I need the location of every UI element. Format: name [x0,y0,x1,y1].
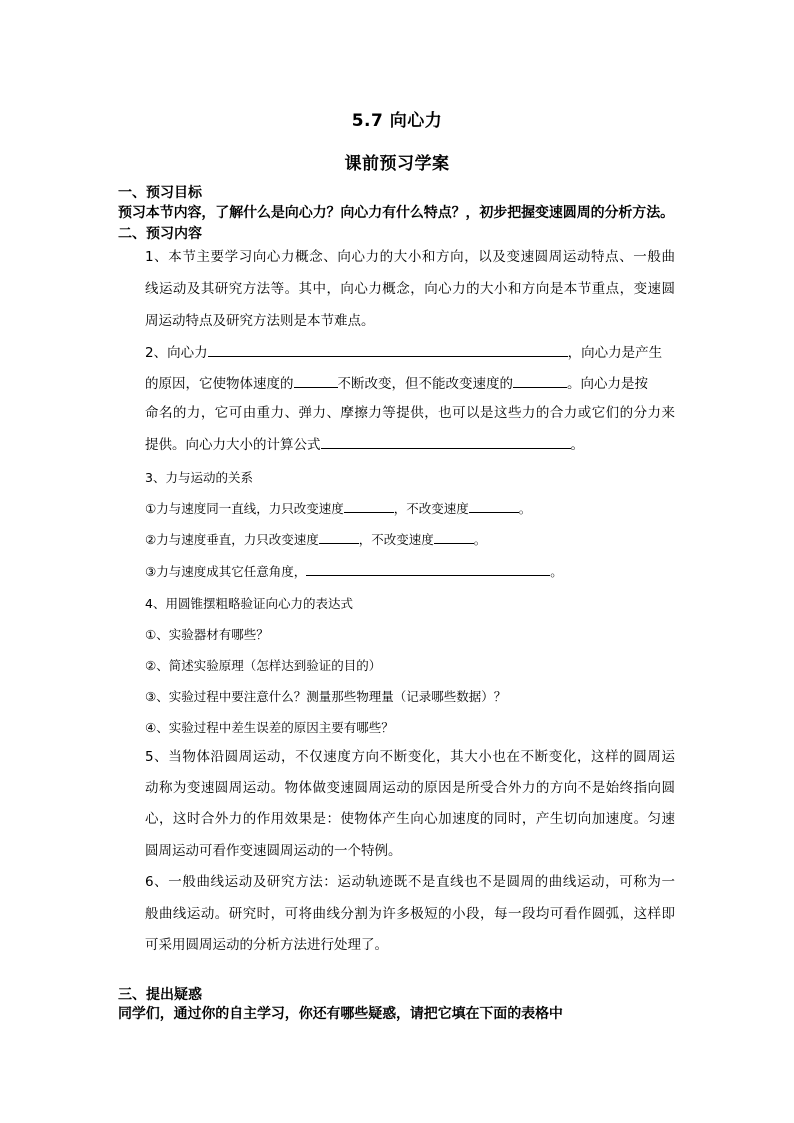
item2-line1 [145,344,662,361]
item3-line-b [145,530,486,548]
fill-blank[interactable] [319,531,359,544]
page-subtitle: 课前预习学案 [344,154,450,174]
section-heading-objectives: 一、预习目标 [118,185,202,201]
item3-text: ③力与速度成其它任意角度， [145,564,307,579]
item3-text: 。 [550,564,563,579]
item4-question-4: ④、实验过程中差生误差的原因主要有哪些？ [145,720,394,735]
item3-text: ①力与速度同一直线，力只改变速度 [145,501,344,516]
page-title: 5.7 向心力 [351,111,443,131]
fill-blank[interactable] [294,375,338,388]
item6-line1: 6、一般曲线运动及研究方法：运动轨迹既不是直线也不是圆周的曲线运动，可称为一 [145,874,675,890]
fill-blank[interactable] [513,375,567,388]
item3-line-c [145,562,563,580]
item2-line3: 命名的力，它可由重力、弹力、摩擦力等提供，也可以是这些力的合力或它们的分力来 [145,405,675,421]
section-heading-content: 二、预习内容 [118,226,202,242]
item1-line1: 1、本节主要学习向心力概念、向心力的大小和方向，以及变速圆周运动特点、一般曲 [145,249,675,265]
item6-line3: 可采用圆周运动的分析方法进行处理了。 [145,937,388,953]
fill-blank[interactable] [434,531,474,544]
item5-line1: 5、当物体沿圆周运动，不仅速度方向不断变化，其大小也在不断变化，这样的圆周运 [145,749,675,765]
item2-text: 2、向心力 [145,345,208,361]
item3-text: 。 [473,532,487,547]
item4-question-2: ②、简述实验原理（怎样达到验证的目的） [145,658,382,673]
fill-blank[interactable] [306,563,550,576]
section-heading-questions: 三、提出疑惑 [118,987,202,1003]
item3-line-a [145,499,531,517]
item2-line2 [145,375,648,392]
item1-line3: 周运动特点及研究方法则是本节难点。 [145,313,375,329]
item2-text: ，向心力是产生 [567,345,663,361]
item3-text: ，不改变速度 [393,501,469,516]
fill-blank[interactable] [344,500,394,513]
item2-text: 不断改变，但不能改变速度的 [337,376,513,392]
item2-text: 的原因，它使物体速度的 [145,376,294,392]
item2-text: 。向心力是按 [567,376,648,392]
objectives-text: 预习本节内容，了解什么是向心力？向心力有什么特点？，初步把握变速圆周的分析方法。 [118,205,674,221]
item3-heading: 3、力与运动的关系 [145,470,253,485]
item4-question-3: ③、实验过程中要注意什么？测量那些物理量（记录哪些数据）？ [145,689,507,704]
item5-line2: 动称为变速圆周运动。物体做变速圆周运动的原因是所受合外力的方向不是始终指向圆 [145,780,675,796]
item4-question-1: ①、实验器材有哪些？ [145,627,269,642]
item3-text: ，不改变速度 [358,532,434,547]
item5-line4: 圆周运动可看作变速圆周运动的一个特例。 [145,843,402,859]
item6-line2: 般曲线运动。研究时，可将曲线分割为许多极短的小段，每一段均可看作圆弧，这样即 [145,906,675,922]
fill-blank[interactable] [321,436,571,449]
item2-line4 [145,436,584,453]
fill-blank[interactable] [208,344,568,357]
item4-heading: 4、用圆锥摆粗略验证向心力的表达式 [145,596,353,611]
item1-line2: 线运动及其研究方法等。其中，向心力概念，向心力的大小和方向是本节重点，变速圆 [145,281,675,297]
item5-line3: 心，这时合外力的作用效果是：使物体产生向心加速度的同时，产生切向加速度。匀速 [145,811,675,827]
item3-text: 。 [518,501,532,516]
questions-text: 同学们，通过你的自主学习，你还有哪些疑惑，请把它填在下面的表格中 [118,1006,563,1022]
item2-text: 。 [570,437,584,453]
item3-text: ②力与速度垂直，力只改变速度 [145,532,319,547]
item2-text: 提供。向心力大小的计算公式 [145,437,321,453]
fill-blank[interactable] [469,500,519,513]
